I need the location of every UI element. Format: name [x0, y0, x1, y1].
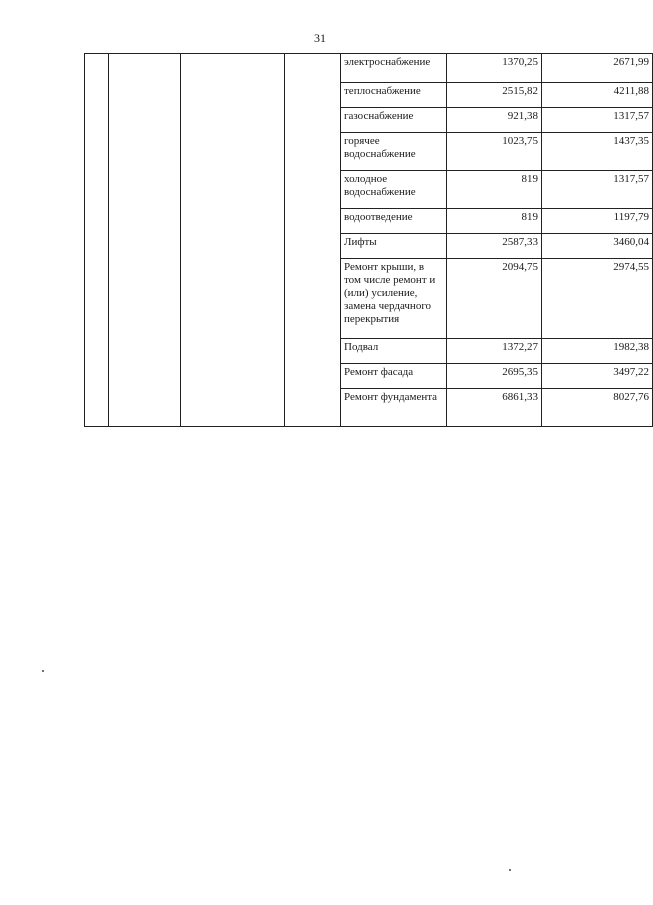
work-type-cell: Лифты [341, 234, 447, 259]
value-cell: 819 [447, 209, 542, 234]
value-cell: 921,38 [447, 108, 542, 133]
tariff-table [84, 53, 653, 427]
table-row [85, 54, 653, 83]
value-cell: 1370,25 [447, 54, 542, 83]
value-cell: 3497,22 [542, 364, 653, 389]
value-cell: 1023,75 [447, 133, 542, 171]
scan-speck [509, 869, 511, 871]
work-type-cell: Ремонт фундамента [341, 389, 447, 427]
value-cell: 2974,55 [542, 259, 653, 339]
value-cell: 1317,57 [542, 171, 653, 209]
work-type-cell: Ремонт крыши, в том числе ремонт и (или) усиление, замена чердачного перекрытия [341, 259, 447, 339]
value-cell: 2094,75 [447, 259, 542, 339]
value-cell: 2671,99 [542, 54, 653, 83]
empty-column-1 [85, 54, 109, 427]
value-cell: 1197,79 [542, 209, 653, 234]
value-cell: 6861,33 [447, 389, 542, 427]
value-cell: 3460,04 [542, 234, 653, 259]
work-type-cell: водоотведение [341, 209, 447, 234]
value-cell: 1317,57 [542, 108, 653, 133]
work-type-cell: газоснабжение [341, 108, 447, 133]
work-type-cell: Ремонт фасада [341, 364, 447, 389]
tariff-table-wrapper [84, 53, 649, 427]
value-cell: 1982,38 [542, 339, 653, 364]
value-cell: 2587,33 [447, 234, 542, 259]
work-type-cell: горячее водоснабжение [341, 133, 447, 171]
page-number: 31 [314, 31, 326, 45]
work-type-cell: электроснабжение [341, 54, 447, 83]
value-cell: 819 [447, 171, 542, 209]
work-type-cell: холодное водоснабжение [341, 171, 447, 209]
empty-column-3 [181, 54, 285, 427]
value-cell: 4211,88 [542, 83, 653, 108]
value-cell: 2695,35 [447, 364, 542, 389]
scan-speck [42, 670, 44, 672]
empty-column-4 [285, 54, 341, 427]
work-type-cell: теплоснабжение [341, 83, 447, 108]
value-cell: 1372,27 [447, 339, 542, 364]
work-type-cell: Подвал [341, 339, 447, 364]
empty-column-2 [109, 54, 181, 427]
value-cell: 1437,35 [542, 133, 653, 171]
value-cell: 8027,76 [542, 389, 653, 427]
value-cell: 2515,82 [447, 83, 542, 108]
